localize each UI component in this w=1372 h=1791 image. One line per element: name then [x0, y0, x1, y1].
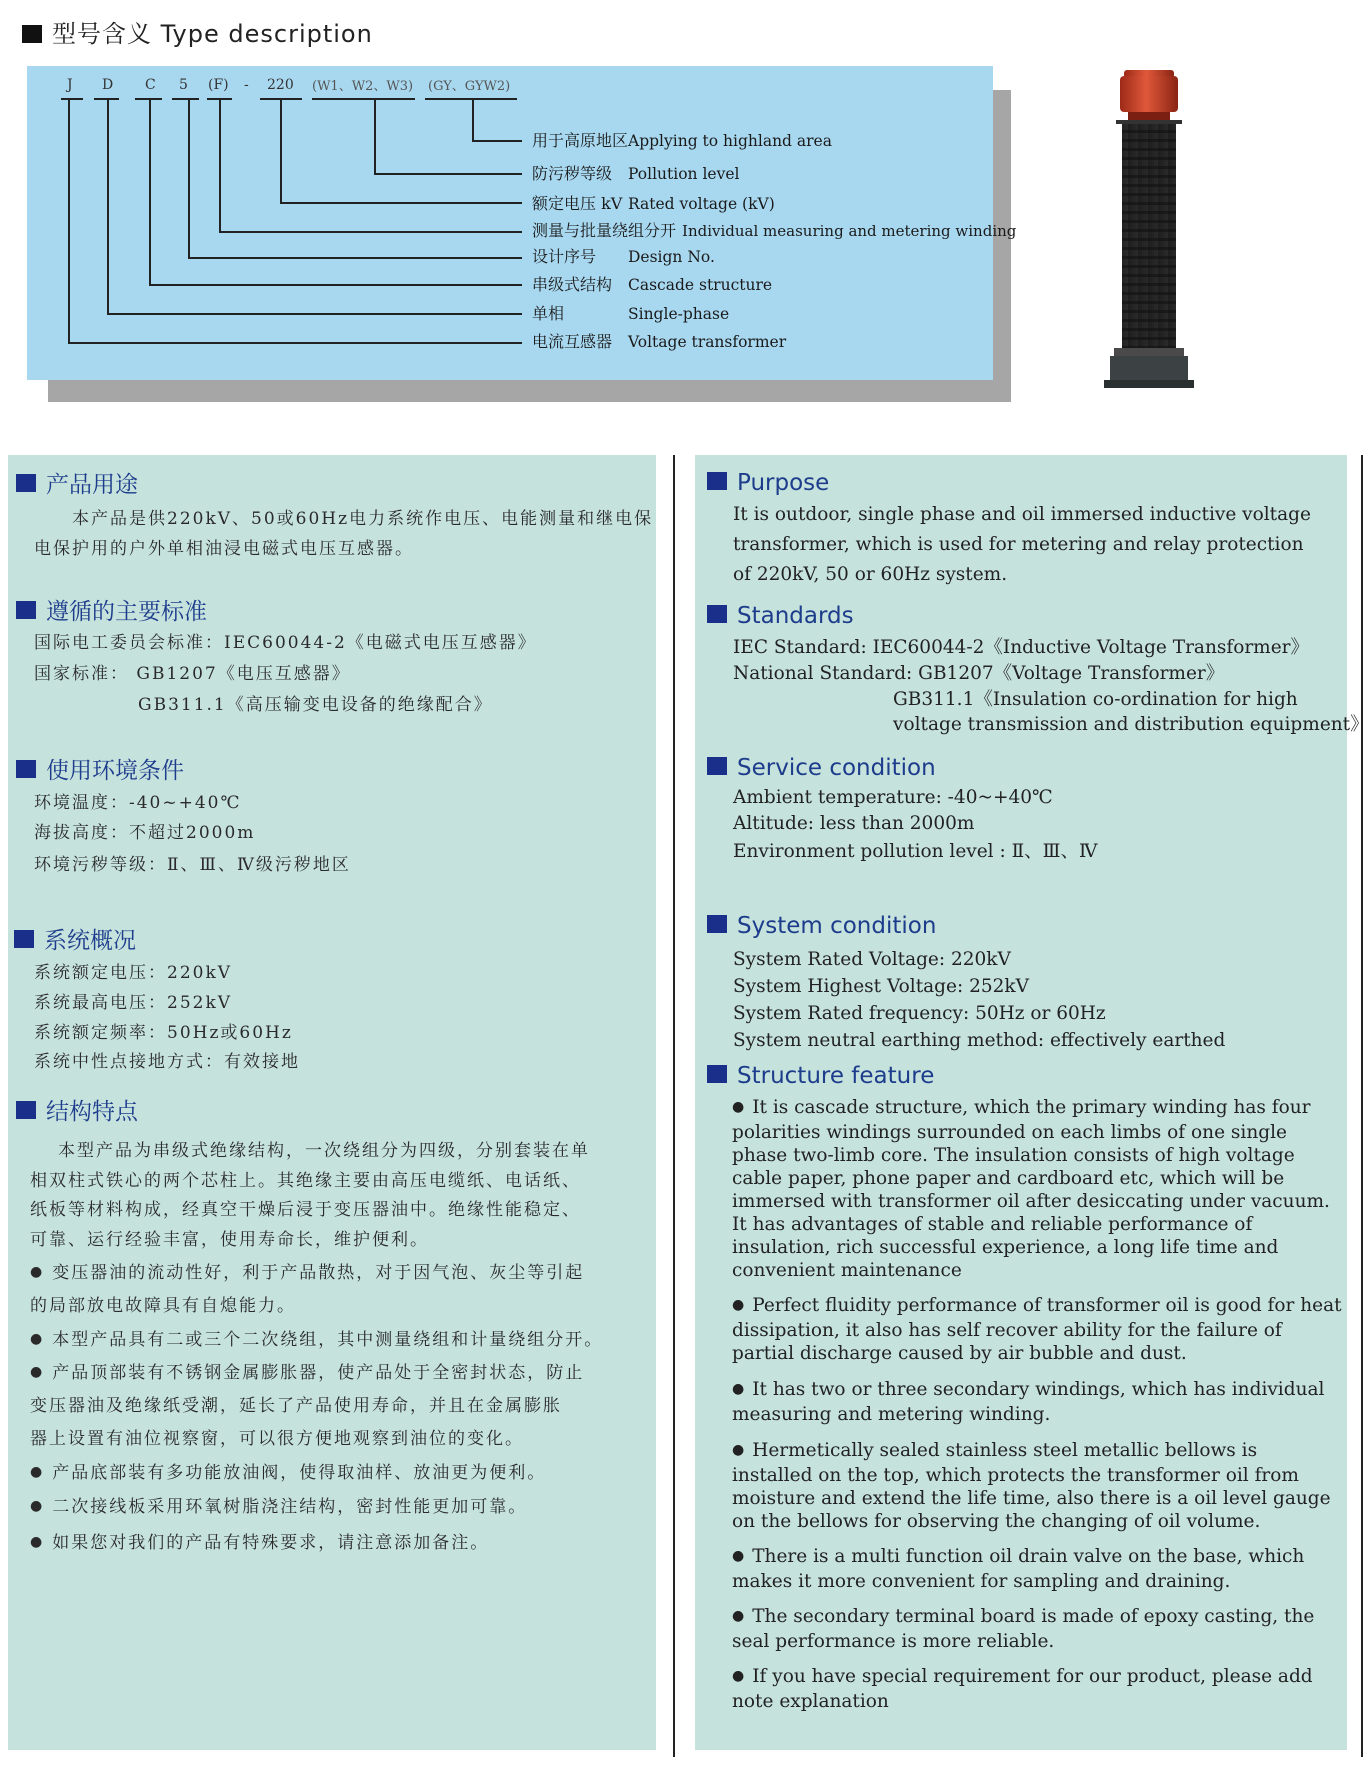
square-bullet-icon: [707, 605, 727, 623]
structure-cn-line-2: 相双柱式铁心的两个芯柱上。其绝缘主要由高压电缆纸、电话纸、: [30, 1171, 581, 1191]
standards-cn-line-1: 国际电工委员会标准：IEC60044-2《电磁式电压互感器》: [34, 633, 537, 653]
structure-cn-line-1: 本型产品为串级式绝缘结构，一次绕组分为四级，分别套装在单: [58, 1141, 590, 1161]
structure-cn-bullet-3: ● 产品顶部装有不锈钢金属膨胀器，使产品处于全密封状态，防止: [30, 1358, 584, 1383]
type-row-individual-winding: 测量与批量绕组分开 Individual measuring and metering winding: [532, 221, 1017, 240]
square-bullet-icon: [707, 757, 727, 775]
type-row-design-no: 设计序号 Design No.: [532, 247, 715, 266]
service-cn-line-2: 海拔高度：不超过2000m: [34, 823, 256, 843]
type-row-single-phase: 单相 Single-phase: [532, 304, 730, 323]
voltage-transformer-product-image: [1098, 70, 1208, 400]
type-row-cascade: 串级式结构 Cascade structure: [532, 275, 773, 294]
square-bullet-icon: [707, 472, 727, 490]
system-cn-line-1: 系统额定电压：220kV: [34, 963, 233, 983]
service-en-line-3: Environment pollution level : Ⅱ、Ⅲ、Ⅳ: [733, 841, 1098, 862]
structure-cn-bullet-4: ● 产品底部装有多功能放油阀，使得取油样、放油更为便利。: [30, 1458, 546, 1483]
heading-standards-cn: 遵循的主要标准: [16, 593, 207, 626]
purpose-en-line-1: It is outdoor, single phase and oil immersed inductive voltage: [733, 504, 1311, 525]
type-description-title: 型号含义 Type description: [22, 14, 373, 49]
structure-cn-line-6: 的局部放电故障具有自熄能力。: [30, 1296, 296, 1316]
code-token-220: 220: [267, 77, 294, 93]
type-description-box: [27, 66, 1017, 380]
structure-en-bullet-1: ● It is cascade structure, which the primary winding has four polarities windings surrounded on each limbs of one single phase two-limb core. The insulation consists of high voltage cable paper, phone paper and cardboard etc, which will be immersed with transformer oil after desiccating under vacuum. It has advantages of stable and reliable performance of insulation, rich successful experience, a long life time and convenient maintenance: [732, 1096, 1342, 1282]
square-bullet-icon: [16, 1101, 36, 1119]
code-token-5: 5: [179, 77, 188, 93]
code-option-winding: (W1、W2、W3): [312, 79, 414, 94]
structure-cn-line-3: 纸板等材料构成，经真空干燥后浸于变压器油中。绝缘性能稳定、: [30, 1200, 581, 1220]
heading-service-en: Service condition: [707, 755, 936, 781]
structure-en-bullet-5: ● There is a multi function oil drain valve on the base, which makes it more convenient for sampling and draining.: [732, 1545, 1342, 1593]
structure-en-bullet-4: ● Hermetically sealed stainless steel metallic bellows is installed on the top, which protects the transformer oil from moisture and extend the life time, also there is a oil level gauge on the bellows for observing the changing of oil volume.: [732, 1439, 1342, 1533]
type-row-highland: 用于高原地区Applying to highland area: [532, 131, 832, 150]
code-token-dash: -: [244, 77, 249, 93]
left-divider-line: [673, 455, 675, 1757]
structure-en-bullet-3: ● It has two or three secondary windings, which has individual measuring and metering winding.: [732, 1378, 1342, 1426]
service-cn-line-3: 环境污秽等级：Ⅱ、Ⅲ、Ⅳ级污秽地区: [34, 855, 351, 875]
service-cn-line-1: 环境温度：-40~+40℃: [34, 793, 242, 813]
square-bullet-icon: [16, 760, 36, 778]
heading-structure-en: Structure feature: [707, 1063, 934, 1089]
structure-cn-bullet-1: ● 变压器油的流动性好，利于产品散热，对于因气泡、灰尘等引起: [30, 1258, 584, 1283]
purpose-en-line-3: of 220kV, 50 or 60Hz system.: [733, 564, 1008, 585]
code-token-d: D: [102, 77, 114, 93]
standards-en-line-2: National Standard: GB1207《Voltage Transformer》: [733, 663, 1225, 684]
code-token-j: J: [67, 77, 73, 93]
structure-cn-line-4: 可靠、运行经验丰富，使用寿命长，维护便利。: [30, 1230, 429, 1250]
service-en-line-1: Ambient temperature: -40~+40℃: [733, 787, 1053, 808]
square-bullet-icon: [14, 930, 34, 948]
heading-structure-cn: 结构特点: [16, 1093, 138, 1126]
service-en-line-2: Altitude: less than 2000m: [733, 813, 975, 834]
square-bullet-icon: [16, 601, 36, 619]
standards-cn-line-2: 国家标准： GB1207《电压互感器》: [34, 664, 351, 684]
heading-purpose-cn: 产品用途: [16, 466, 138, 499]
right-divider-line: [1361, 455, 1363, 1757]
square-bullet-icon: [22, 25, 42, 43]
square-bullet-icon: [707, 915, 727, 933]
structure-cn-line-9: 变压器油及绝缘纸受潮，延长了产品使用寿命，并且在金属膨胀: [30, 1396, 562, 1416]
heading-purpose-en: Purpose: [707, 470, 829, 496]
square-bullet-icon: [16, 474, 36, 492]
structure-en-bullet-6: ● The secondary terminal board is made of epoxy casting, the seal performance is more reliable.: [732, 1605, 1342, 1653]
code-token-f: (F): [208, 77, 229, 93]
system-en-line-3: System Rated frequency: 50Hz or 60Hz: [733, 1003, 1106, 1024]
structure-en-bullet-2: ● Perfect fluidity performance of transformer oil is good for heat dissipation, it also has self recover ability for the failure of partial discharge caused by air bubble and dust.: [732, 1294, 1342, 1365]
purpose-en-line-2: transformer, which is used for metering and relay protection: [733, 534, 1304, 555]
heading-standards-en: Standards: [707, 603, 854, 629]
type-row-rated-voltage: 额定电压 kV Rated voltage (kV): [532, 194, 775, 213]
structure-cn-bullet-2: ● 本型产品具有二或三个二次绕组，其中测量绕组和计量绕组分开。: [30, 1325, 603, 1350]
structure-cn-line-10: 器上设置有油位视察窗，可以很方便地观察到油位的变化。: [30, 1429, 524, 1449]
structure-cn-bullet-6: ● 如果您对我们的产品有特殊要求，请注意添加备注。: [30, 1528, 489, 1553]
standards-en-line-3: GB311.1《Insulation co-ordination for high: [893, 689, 1298, 710]
purpose-cn-line-2: 电保护用的户外单相油浸电磁式电压互感器。: [34, 539, 414, 559]
purpose-cn-line-1: 本产品是供220kV、50或60Hz电力系统作电压、电能测量和继电保: [72, 509, 654, 529]
square-bullet-icon: [707, 1065, 727, 1083]
system-cn-line-2: 系统最高电压：252kV: [34, 993, 233, 1013]
structure-cn-bullet-5: ● 二次接线板采用环氧树脂浇注结构，密封性能更加可靠。: [30, 1492, 527, 1517]
structure-en-bullet-7: ● If you have special requirement for our product, please add note explanation: [732, 1665, 1342, 1713]
type-row-voltage-transformer: 电流互感器 Voltage transformer: [532, 332, 787, 351]
system-en-line-1: System Rated Voltage: 220kV: [733, 949, 1011, 970]
heading-system-en: System condition: [707, 913, 936, 939]
system-en-line-4: System neutral earthing method: effectively earthed: [733, 1030, 1226, 1051]
system-cn-line-3: 系统额定频率：50Hz或60Hz: [34, 1023, 293, 1043]
system-cn-line-4: 系统中性点接地方式：有效接地: [34, 1052, 300, 1072]
standards-en-line-1: IEC Standard: IEC60044-2《Inductive Voltage Transformer》: [733, 637, 1310, 658]
type-row-pollution: 防污秽等级 Pollution level: [532, 164, 740, 183]
heading-system-cn: 系统概况: [14, 922, 136, 955]
system-en-line-2: System Highest Voltage: 252kV: [733, 976, 1029, 997]
code-token-c: C: [145, 77, 156, 93]
standards-cn-line-3: GB311.1《高压输变电设备的绝缘配合》: [138, 695, 493, 715]
heading-service-cn: 使用环境条件: [16, 752, 184, 785]
standards-en-line-4: voltage transmission and distribution equipment》: [893, 714, 1369, 735]
code-option-pollution: (GY、GYW2): [428, 79, 511, 94]
